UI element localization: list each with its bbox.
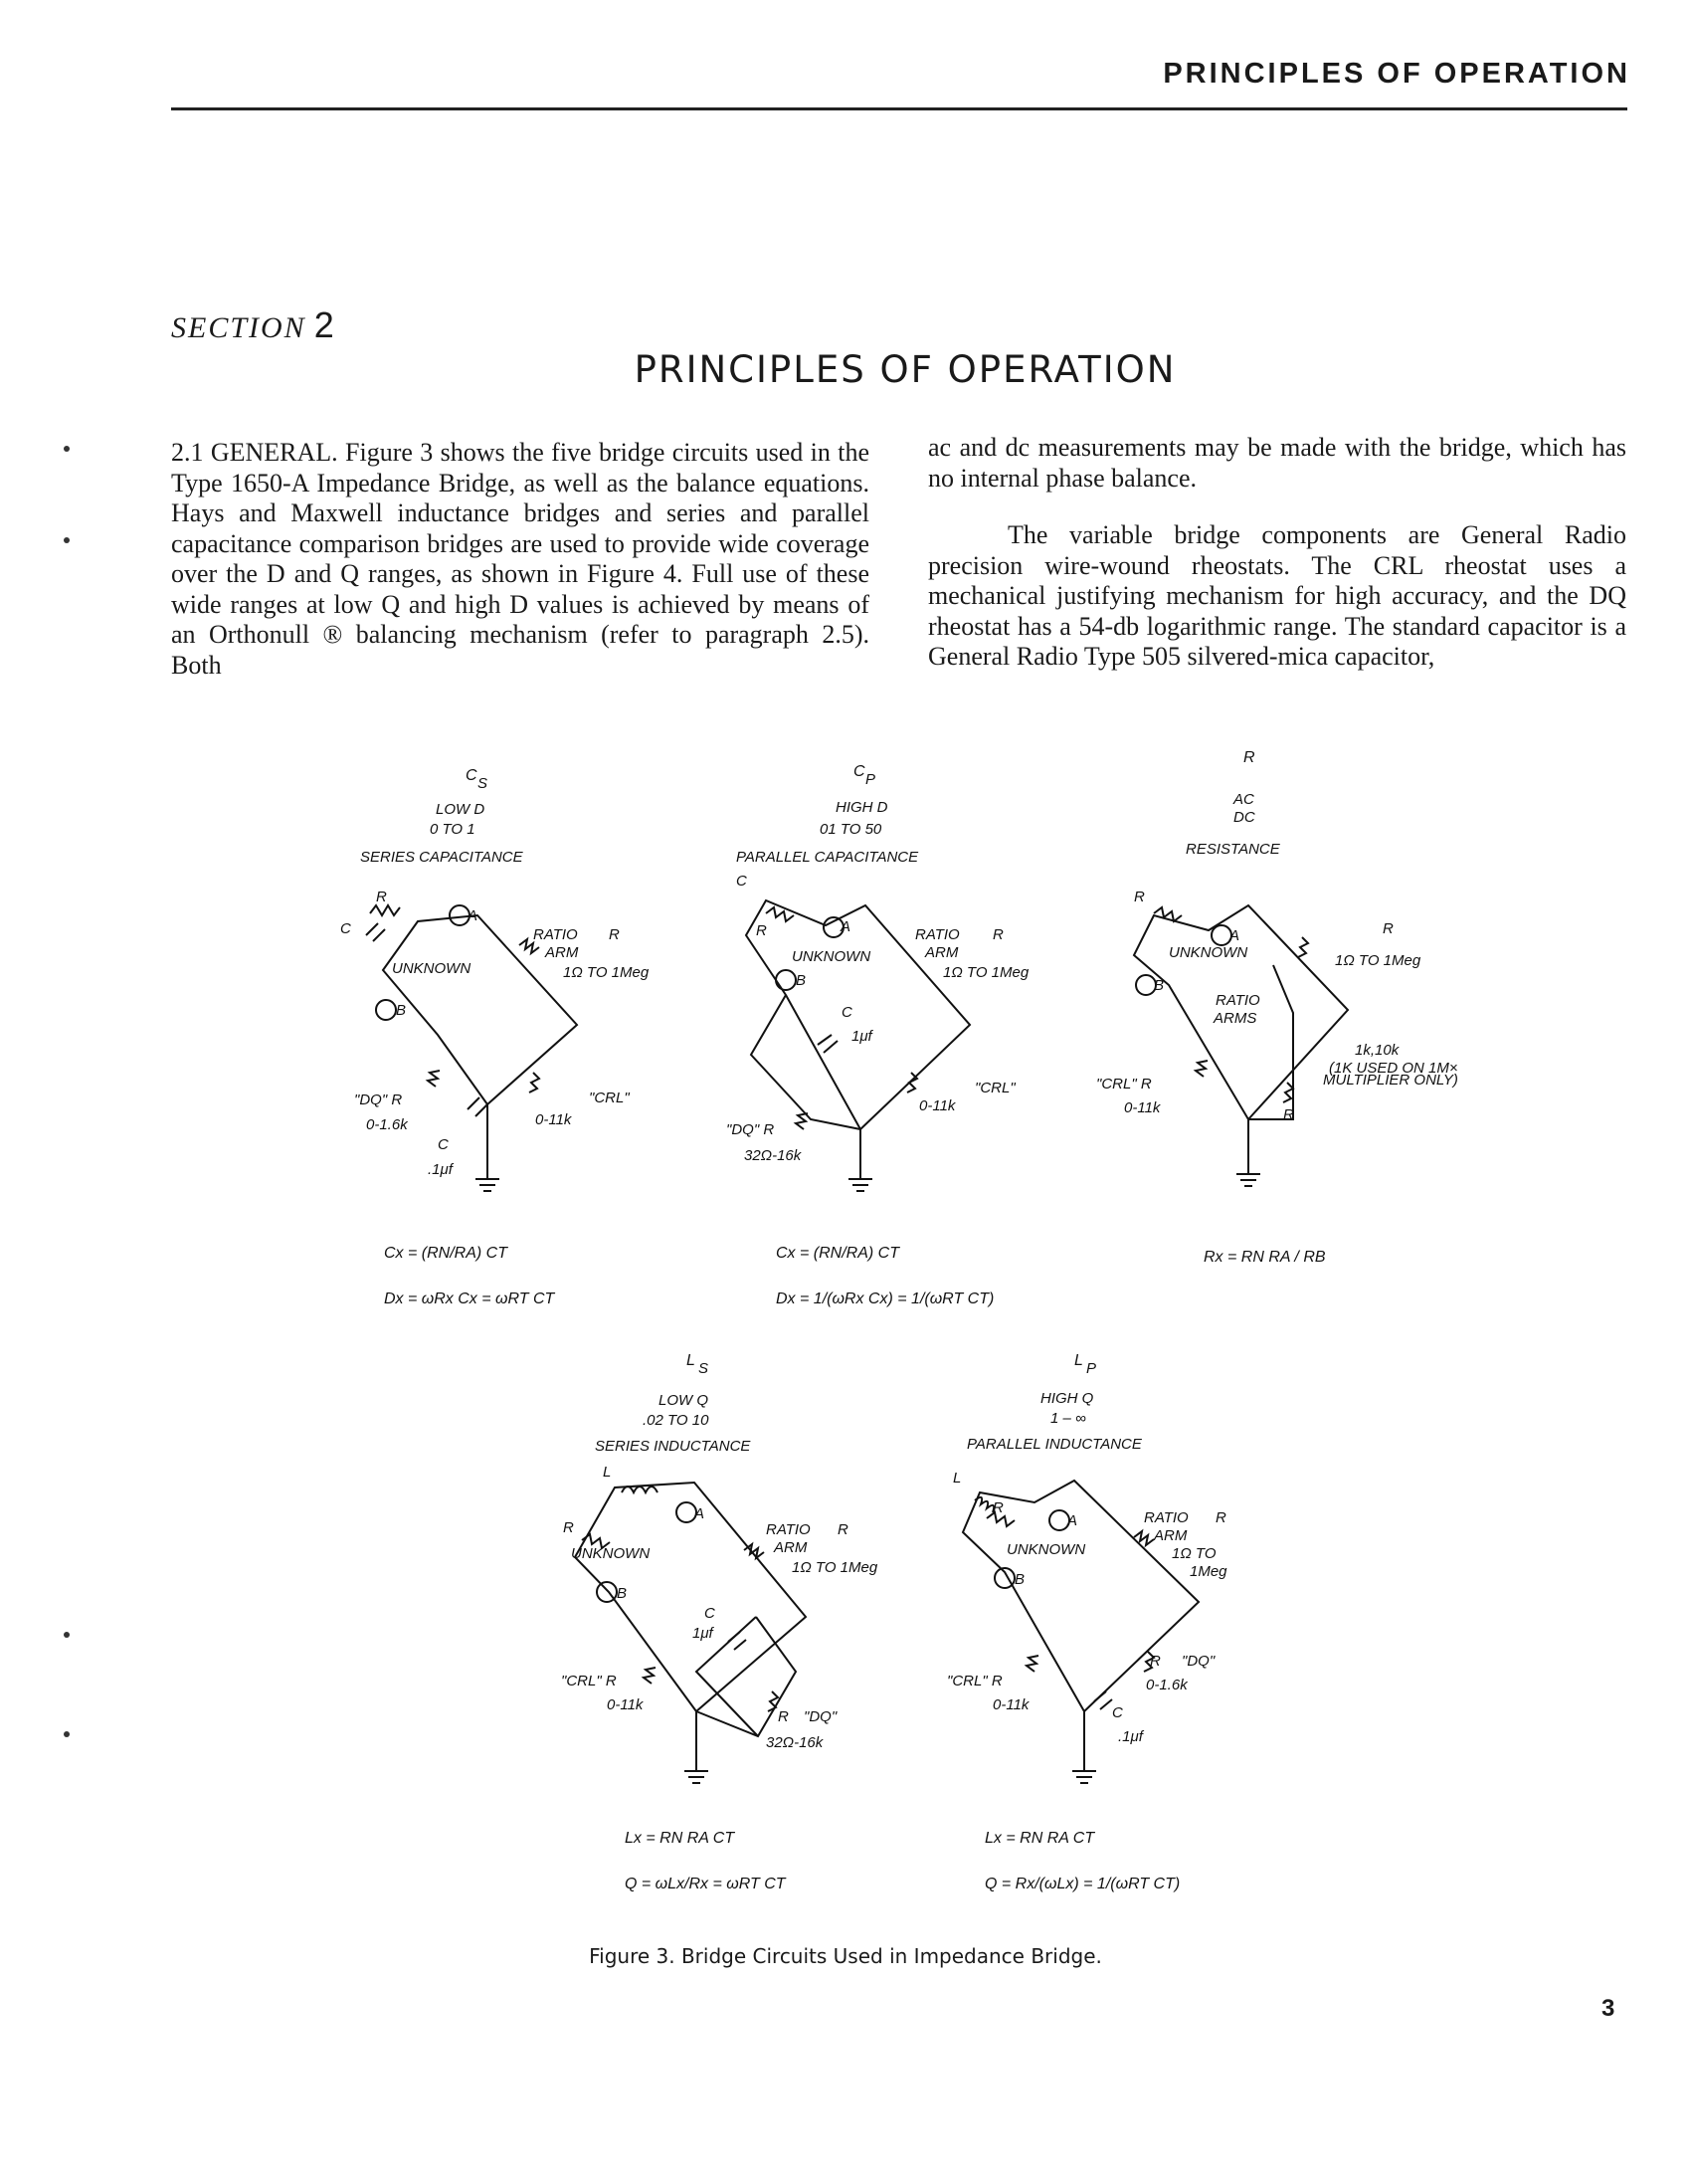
ratio-arms-2: ARMS [1214, 1010, 1257, 1027]
terminal-a [676, 1502, 696, 1522]
dq-label: "DQ" [1182, 1653, 1216, 1670]
rt-resistor [768, 1691, 778, 1711]
ct-value: .1μf [428, 1161, 453, 1178]
unknown-label: UNKNOWN [1007, 1541, 1086, 1558]
rx-label: R [563, 1519, 574, 1536]
series-ind-eq1: Lx = RN RA CT [625, 1830, 735, 1847]
terminal-a [450, 905, 470, 925]
series-ind-symbol: L [686, 1352, 695, 1369]
parallel-capacitance-diagram [726, 763, 1030, 1307]
series-cap-eq1: Cx = (RN/RA) CT [384, 1245, 507, 1262]
terminal-a [1049, 1510, 1069, 1530]
ground-icon [475, 1179, 499, 1191]
unknown-label: UNKNOWN [1169, 944, 1248, 961]
series-cap-eq2: Dx = ωRx Cx = ωRT CT [384, 1291, 555, 1307]
rx-label: R [376, 889, 387, 905]
a-label: A [468, 907, 478, 924]
series-cap-range1: LOW D [436, 801, 485, 818]
parallel-ind-range2: 1 – ∞ [1050, 1410, 1086, 1427]
ct-capacitor [818, 1035, 832, 1045]
rn-range: 0-11k [607, 1696, 644, 1713]
figure-caption: Figure 3. Bridge Circuits Used in Impedance Bridge. [589, 1944, 1102, 1968]
paragraph-components: The variable bridge components are General Radio precision wire-wound rheostats. The CRL rheostat uses a mechanical justifying mechanism for high accuracy, and the DQ rheostat has a 54-db logarithmic range. The standard capacitor is a General Radio Type 505 silvered-mica capacitor, [928, 520, 1626, 671]
crl-label: "CRL" [589, 1090, 630, 1106]
dq-label: "DQ" [804, 1708, 838, 1725]
rx-label: R [993, 1499, 1004, 1516]
resistance-symbol: R [1243, 749, 1255, 766]
rt-sym: R [778, 1708, 789, 1725]
rb-note-1: (1K USED ON 1M× [1329, 1060, 1458, 1077]
series-cap-name: SERIES CAPACITANCE [360, 849, 523, 866]
dq-range: 0-1.6k [366, 1116, 408, 1133]
series-cap-symbol: C [466, 767, 477, 784]
parallel-cap-name: PARALLEL CAPACITANCE [736, 849, 919, 866]
range-label: 1Ω TO 1Meg [792, 1559, 878, 1576]
running-header: PRINCIPLES OF OPERATION [1163, 58, 1630, 90]
lx-inductor [622, 1487, 658, 1492]
ct-label: C [704, 1605, 715, 1622]
section-number: 2 [313, 304, 336, 345]
lx-label: L [603, 1464, 612, 1481]
rn-range: 0-11k [1124, 1099, 1161, 1116]
series-inductance-diagram [561, 1352, 878, 1892]
rn-range: 0-11k [535, 1111, 572, 1128]
a-label: A [694, 1505, 705, 1522]
a-label: A [841, 918, 851, 935]
ground-icon [684, 1771, 708, 1783]
rn-resistor [644, 1668, 656, 1684]
ct-capacitor [1094, 1691, 1106, 1701]
range-label: 1Ω TO 1Meg [563, 964, 650, 981]
ct-label: C [842, 1004, 852, 1021]
section-word: SECTION [171, 311, 306, 344]
series-cap-range2: 0 TO 1 [430, 821, 475, 838]
ground-icon [1236, 1174, 1260, 1186]
rb-sym: R [1283, 1106, 1294, 1123]
series-ind-range1: LOW Q [658, 1392, 709, 1409]
parallel-inductance-diagram [947, 1352, 1227, 1892]
b-label: B [1154, 977, 1165, 994]
ratio-label: RATIO [533, 926, 578, 943]
rn-range: 0-11k [993, 1696, 1030, 1713]
resistance-range1: AC [1233, 791, 1254, 808]
series-ind-range2: .02 TO 10 [643, 1412, 709, 1429]
ct-label: C [1112, 1704, 1123, 1721]
ground-icon [848, 1179, 872, 1191]
range-1b: 1Ω TO [1172, 1545, 1217, 1562]
terminal-b [597, 1582, 617, 1602]
ct-capacitor-plate [475, 1104, 487, 1116]
cx-capacitor-plate [373, 929, 385, 941]
terminal-a [1212, 925, 1231, 945]
terminal-b [1136, 975, 1156, 995]
ct-value: 1μf [851, 1028, 872, 1045]
ct-capacitor-plate [1100, 1699, 1112, 1709]
b-label: B [796, 972, 807, 989]
ct-capacitor [728, 1632, 740, 1642]
ra-sym: R [1216, 1509, 1226, 1526]
ct-label: C [438, 1136, 449, 1153]
resistance-diagram [1096, 749, 1458, 1266]
rt-resistor [796, 1113, 808, 1129]
parallel-ind-symbol: L [1074, 1352, 1083, 1369]
terminal-b [776, 970, 796, 990]
a-label: A [1067, 1512, 1078, 1529]
lx-label: L [953, 1470, 962, 1487]
parallel-cap-symbol: C [853, 763, 865, 780]
crl-label: "CRL" R [1096, 1076, 1152, 1092]
unknown-label: UNKNOWN [392, 960, 471, 977]
parallel-ind-name: PARALLEL INDUCTANCE [967, 1436, 1142, 1453]
rx-resistor [370, 905, 400, 915]
ct-capacitor [468, 1097, 479, 1109]
b-label: B [1015, 1571, 1026, 1588]
rb-values: 1k,10k [1355, 1042, 1400, 1059]
parallel-ind-range1: HIGH Q [1040, 1390, 1094, 1407]
rt-resistor [428, 1071, 440, 1087]
rn-resistor [1196, 1061, 1208, 1077]
series-ind-eq2: Q = ωLx/Rx = ωRT CT [625, 1876, 786, 1892]
rx-label: R [1134, 889, 1145, 905]
arm-label: ARM [1154, 1527, 1188, 1544]
parallel-ind-eq1: Lx = RN RA CT [985, 1830, 1095, 1847]
ra-sym: R [993, 926, 1004, 943]
ratio-label: RATIO [1144, 1509, 1189, 1526]
cx-label: C [340, 920, 351, 937]
series-ind-name: SERIES INDUCTANCE [595, 1438, 751, 1455]
dq-label: "DQ" R [354, 1092, 403, 1108]
crl-label: "CRL" [975, 1080, 1016, 1096]
ra-resistor [1298, 937, 1308, 957]
ratio-arms-1: RATIO [1216, 992, 1260, 1009]
parallel-cap-sub: P [865, 771, 876, 788]
range-2b: 1Meg [1190, 1563, 1227, 1580]
ct-capacitor-plate [734, 1640, 746, 1650]
b-label: B [617, 1585, 628, 1602]
rx-label: R [756, 922, 767, 939]
lx-inductor [975, 1497, 994, 1512]
rb-resistor [1283, 1083, 1293, 1102]
crl-label: "CRL" R [561, 1673, 617, 1689]
ct-value: .1μf [1118, 1728, 1143, 1745]
range-label: 1Ω TO 1Meg [943, 964, 1030, 981]
unknown-label: UNKNOWN [571, 1545, 651, 1562]
ra-range: 1Ω TO 1Meg [1335, 952, 1421, 969]
ground-icon [1072, 1771, 1096, 1783]
parallel-ind-sub: P [1086, 1360, 1097, 1377]
parallel-cap-range1: HIGH D [836, 799, 888, 816]
page-title: PRINCIPLES OF OPERATION [634, 348, 1177, 391]
dq-label: "DQ" R [726, 1121, 775, 1138]
parallel-cap-range2: 01 TO 50 [820, 821, 882, 838]
crl-label: "CRL" R [947, 1673, 1003, 1689]
page-number: 3 [1601, 1995, 1615, 2022]
dq-range: 0-1.6k [1146, 1677, 1188, 1693]
series-capacitance-diagram [340, 767, 650, 1307]
parallel-ind-eq2: Q = Rx/(ωLx) = 1/(ωRT CT) [985, 1876, 1181, 1892]
paragraph-continued: ac and dc measurements may be made with the bridge, which has no internal phase balance. [928, 433, 1626, 493]
ratio-label: RATIO [766, 1521, 811, 1538]
arm-label: ARM [925, 944, 959, 961]
b-label: B [396, 1002, 407, 1019]
parallel-cap-eq2: Dx = 1/(ωRx Cx) = 1/(ωRT CT) [776, 1291, 995, 1307]
unknown-label: UNKNOWN [792, 948, 871, 965]
rn-range: 0-11k [919, 1097, 956, 1114]
paragraph-general: 2.1 GENERAL. Figure 3 shows the five bridge circuits used in the Type 1650-A Impedance Bridge, as well as the balance equations. Hays and Maxwell inductance bridges and series and parallel capacitance comparison bridges are used to provide wide coverage over the D and Q ranges, as shown in Figure 4. Full use of these wide ranges at low Q and high D values is achieved by means of an Orthonull ® balancing mechanism (refer to paragraph 2.5). Both [171, 438, 869, 680]
rn-resistor [529, 1073, 539, 1092]
series-cap-sub: S [477, 775, 488, 792]
resistance-range2: DC [1233, 809, 1255, 826]
resistance-name: RESISTANCE [1186, 841, 1280, 858]
dq-range: 32Ω-16k [766, 1734, 824, 1751]
ct-capacitor-plate [824, 1041, 838, 1053]
series-ind-sub: S [698, 1360, 709, 1377]
rt-sym: R [1150, 1653, 1161, 1670]
rb-note-2: MULTIPLIER ONLY) [1323, 1072, 1458, 1089]
ra-sym: R [1383, 920, 1394, 937]
a-label: A [1229, 927, 1240, 944]
ratio-label: RATIO [915, 926, 960, 943]
arm-label: ARM [545, 944, 579, 961]
resistance-eq1: Rx = RN RA / RB [1204, 1249, 1326, 1266]
ct-value: 1μf [692, 1625, 713, 1642]
rb-branch [1248, 965, 1293, 1119]
dq-range: 32Ω-16k [744, 1147, 802, 1164]
cx-capacitor [366, 923, 378, 935]
rn-resistor [1027, 1656, 1038, 1672]
ra-sym: R [609, 926, 620, 943]
arm-label: ARM [774, 1539, 808, 1556]
parallel-cap-eq1: Cx = (RN/RA) CT [776, 1245, 899, 1262]
cx-label: C [736, 873, 747, 890]
ra-resistor [1134, 1531, 1154, 1545]
terminal-b [376, 1000, 396, 1020]
ra-sym: R [838, 1521, 848, 1538]
